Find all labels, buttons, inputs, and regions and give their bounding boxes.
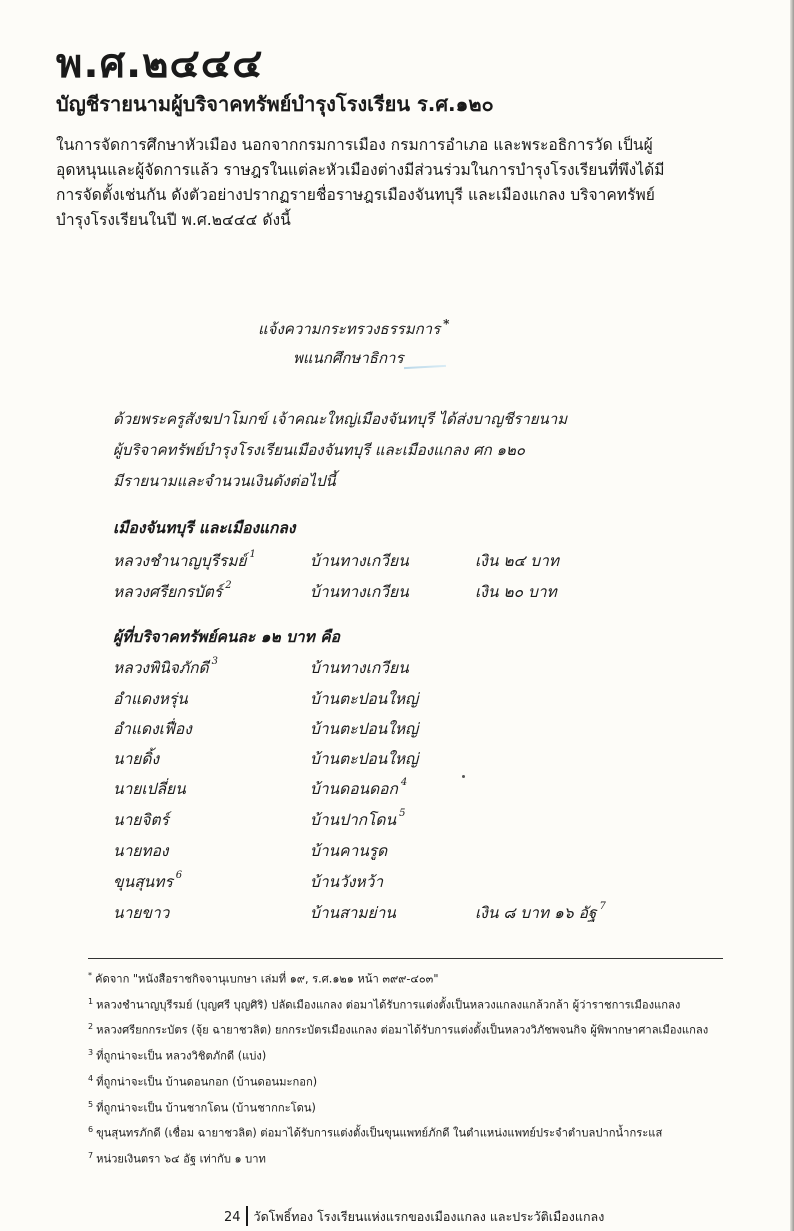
footnote-divider bbox=[88, 958, 723, 959]
footnote bbox=[88, 1068, 778, 1094]
running-title: วัดโพธิ์ทอง โรงเรียนแห่งแรกของเมืองแกลง และประวัติเมืองแกลง bbox=[253, 1209, 605, 1224]
footnote-mark: 1 bbox=[88, 996, 94, 1006]
donor-name: นายดิ้ง bbox=[113, 750, 160, 768]
donor-place: บ้านทางเกวียน bbox=[310, 552, 409, 570]
donor-row bbox=[113, 869, 693, 895]
donor-place-cell bbox=[310, 776, 407, 801]
document-intro bbox=[113, 404, 673, 497]
footnote-ref: 1 bbox=[249, 548, 256, 560]
donor-name-cell bbox=[113, 579, 232, 604]
year-heading: พ.ศ.๒๔๔๔ bbox=[56, 41, 264, 87]
footnote bbox=[88, 991, 778, 1017]
footnote bbox=[88, 1016, 778, 1042]
footnote-text: ที่ถูกน่าจะเป็น หลวงวิชิตภักดี (แบ่ง) bbox=[96, 1049, 267, 1063]
donor-name-cell bbox=[113, 869, 182, 894]
footnote bbox=[88, 965, 778, 991]
footnote-text: หน่วยเงินตรา ๖๔ อัฐ เท่ากับ ๑ บาท bbox=[96, 1152, 266, 1166]
section-heading-12-baht: ผู้ที่บริจาคทรัพย์คนละ ๑๒ บาท คือ bbox=[113, 627, 340, 646]
donor-row bbox=[113, 579, 693, 605]
donor-place: บ้านปากโดน bbox=[310, 811, 397, 829]
donor-name: นายขาว bbox=[113, 904, 170, 922]
footnote bbox=[88, 1145, 778, 1171]
donor-place: บ้านวังหว้า bbox=[310, 873, 384, 891]
donor-name: อำแดงหรุ่น bbox=[113, 690, 188, 708]
donor-amount-cell bbox=[475, 900, 606, 925]
footnote-ref: 6 bbox=[175, 869, 183, 881]
footnote-text: ที่ถูกน่าจะเป็น บ้านชากโดน (บ้านชากกะโดน) bbox=[96, 1101, 316, 1115]
footnote-mark: * bbox=[88, 971, 92, 980]
intro-line: บำรุงโรงเรียนในปี พ.ศ.๒๔๔๔ ดังนี้ bbox=[56, 211, 291, 229]
footnote-ref: 3 bbox=[211, 655, 218, 667]
donor-place: บ้านตะปอนใหญ่ bbox=[310, 720, 419, 738]
donor-row bbox=[113, 655, 693, 681]
donor-place: บ้านดอนดอก bbox=[310, 780, 398, 798]
intro-line: อุดหนุนและผู้จัดการแล้ว ราษฎรในแต่ละหัวเมืองต่างมีส่วนร่วมในการบำรุงโรงเรียนที่พึงได้มี bbox=[56, 161, 665, 179]
page-subtitle: บัญชีรายนามผู้บริจาคทรัพย์บำรุงโรงเรียน ร.ศ.๑๒๐ bbox=[56, 92, 494, 116]
donor-row bbox=[113, 776, 693, 802]
footnotes bbox=[88, 965, 778, 1171]
donor-name: นายจิตร์ bbox=[113, 811, 169, 829]
donor-row bbox=[113, 807, 693, 833]
footnote-text: หลวงศรียกกระบัตร (จุ้ย ฉายาชวลิต) ยกกระบัตรเมืองแกลง ต่อมาได้รับการแต่งตั้งเป็นหลวงวิภัชพจนกิจ ผู้พิพากษาศาลเมืองแกลง bbox=[96, 1024, 709, 1038]
footnote-mark: 6 bbox=[88, 1125, 94, 1135]
donor-name: นายทอง bbox=[113, 842, 169, 860]
print-speck bbox=[462, 775, 465, 778]
donor-row bbox=[113, 900, 693, 926]
notice-ministry: แจ้งความกระทรวงธรรมการ bbox=[258, 320, 441, 338]
donor-place: บ้านทางเกวียน bbox=[310, 659, 409, 677]
donor-name: หลวงชำนาญบุรีรมย์ bbox=[113, 552, 247, 570]
footnote bbox=[88, 1119, 778, 1145]
donor-row bbox=[113, 548, 693, 574]
donor-row bbox=[113, 716, 693, 742]
footnote bbox=[88, 1042, 778, 1068]
document-intro-line: มีรายนามและจำนวนเงินดังต่อไปนี้ bbox=[113, 472, 336, 490]
notice-department: พแนกศึกษาธิการ bbox=[293, 349, 404, 367]
notice-footnote-mark: * bbox=[443, 317, 450, 331]
footnote-text: คัดจาก "หนังสือราชกิจจานุเบกษา เล่มที่ ๑๙, ร.ศ.๑๒๑ หน้า ๓๙๙-๔๐๓" bbox=[95, 972, 439, 986]
document-intro-line: ผู้บริจาคทรัพย์บำรุงโรงเรียนเมืองจันทบุรี และเมืองแกลง ศก ๑๒๐ bbox=[113, 441, 526, 459]
page-footer bbox=[224, 1207, 604, 1228]
section-heading-chanthaburi: เมืองจันทบุรี และเมืองแกลง bbox=[113, 518, 296, 537]
donor-row bbox=[113, 746, 693, 772]
donor-row bbox=[113, 838, 693, 864]
donor-name: อำแดงเฟื่อง bbox=[113, 720, 192, 738]
donor-name: ขุนสุนทร bbox=[113, 873, 173, 891]
donor-place: บ้านคานรูด bbox=[310, 842, 388, 860]
footnote-ref: 2 bbox=[225, 579, 232, 591]
donor-name-cell bbox=[113, 548, 256, 573]
page-number: 24 bbox=[224, 1210, 241, 1225]
intro-line: ในการจัดการศึกษาหัวเมือง นอกจากกรมการเมือง กรมการอำเภอ และพระอธิการวัด เป็นผู้ bbox=[56, 136, 653, 154]
footnote-mark: 2 bbox=[88, 1022, 94, 1032]
donor-name: หลวงศรียกรบัตร์ bbox=[113, 583, 223, 601]
footnote-ref: 5 bbox=[399, 807, 406, 819]
footnote-mark: 5 bbox=[88, 1099, 94, 1109]
donor-amount: เงิน ๘ บาท ๑๖ อัฐ bbox=[475, 904, 597, 922]
donor-place: บ้านทางเกวียน bbox=[310, 583, 409, 601]
footnote-ref: 4 bbox=[400, 776, 408, 788]
footnote-mark: 4 bbox=[88, 1073, 94, 1083]
donor-place: บ้านตะปอนใหญ่ bbox=[310, 690, 419, 708]
donor-row bbox=[113, 686, 693, 712]
footnote bbox=[88, 1094, 778, 1120]
donor-place-cell bbox=[310, 807, 405, 832]
donor-name: หลวงพินิจภักดี bbox=[113, 659, 209, 677]
donor-amount: เงิน ๒๐ บาท bbox=[475, 583, 557, 601]
page-edge-shadow bbox=[790, 0, 794, 1231]
intro-paragraph bbox=[56, 133, 724, 233]
document-intro-line: ด้วยพระครูสังฆปาโมกข์ เจ้าคณะใหญ่เมืองจันทบุรี ได้ส่งบาญชีรายนาม bbox=[113, 410, 568, 428]
notice-heading bbox=[258, 318, 449, 337]
footnote-mark: 7 bbox=[88, 1151, 94, 1161]
footnote-mark: 3 bbox=[88, 1048, 94, 1058]
footer-divider bbox=[246, 1206, 248, 1226]
intro-line: การจัดตั้งเช่นกัน ดังตัวอย่างปรากฏรายชื่อราษฎรเมืองจันทบุรี และเมืองแกลง บริจาคทรัพย์ bbox=[56, 186, 655, 204]
footnote-ref: 7 bbox=[599, 900, 606, 912]
donor-place: บ้านตะปอนใหญ่ bbox=[310, 750, 419, 768]
footnote-text: หลวงชำนาญบุรีรมย์ (บุญศรี บุญศิริ) ปลัดเมืองแกลง ต่อมาได้รับการแต่งตั้งเป็นหลวงแกลงแกล้วกล้า ผู้ว่าราชการเมืองแกลง bbox=[96, 998, 681, 1012]
footnote-text: ที่ถูกน่าจะเป็น บ้านดอนกอก (บ้านดอนมะกอก) bbox=[96, 1075, 318, 1089]
donor-name: นายเปลี่ยน bbox=[113, 780, 186, 798]
donor-place: บ้านสามย่าน bbox=[310, 904, 396, 922]
donor-amount: เงิน ๒๔ บาท bbox=[475, 552, 560, 570]
footnote-text: ขุนสุนทรภักดี (เชื่อม ฉายาชวลิต) ต่อมาได้รับการแต่งตั้งเป็นขุนแพทย์ภักดี ในตำแหน่งแพทย์ประจำตำบลปากน้ำกระแส bbox=[96, 1127, 663, 1141]
donor-name-cell bbox=[113, 655, 218, 680]
pen-mark bbox=[404, 365, 446, 369]
